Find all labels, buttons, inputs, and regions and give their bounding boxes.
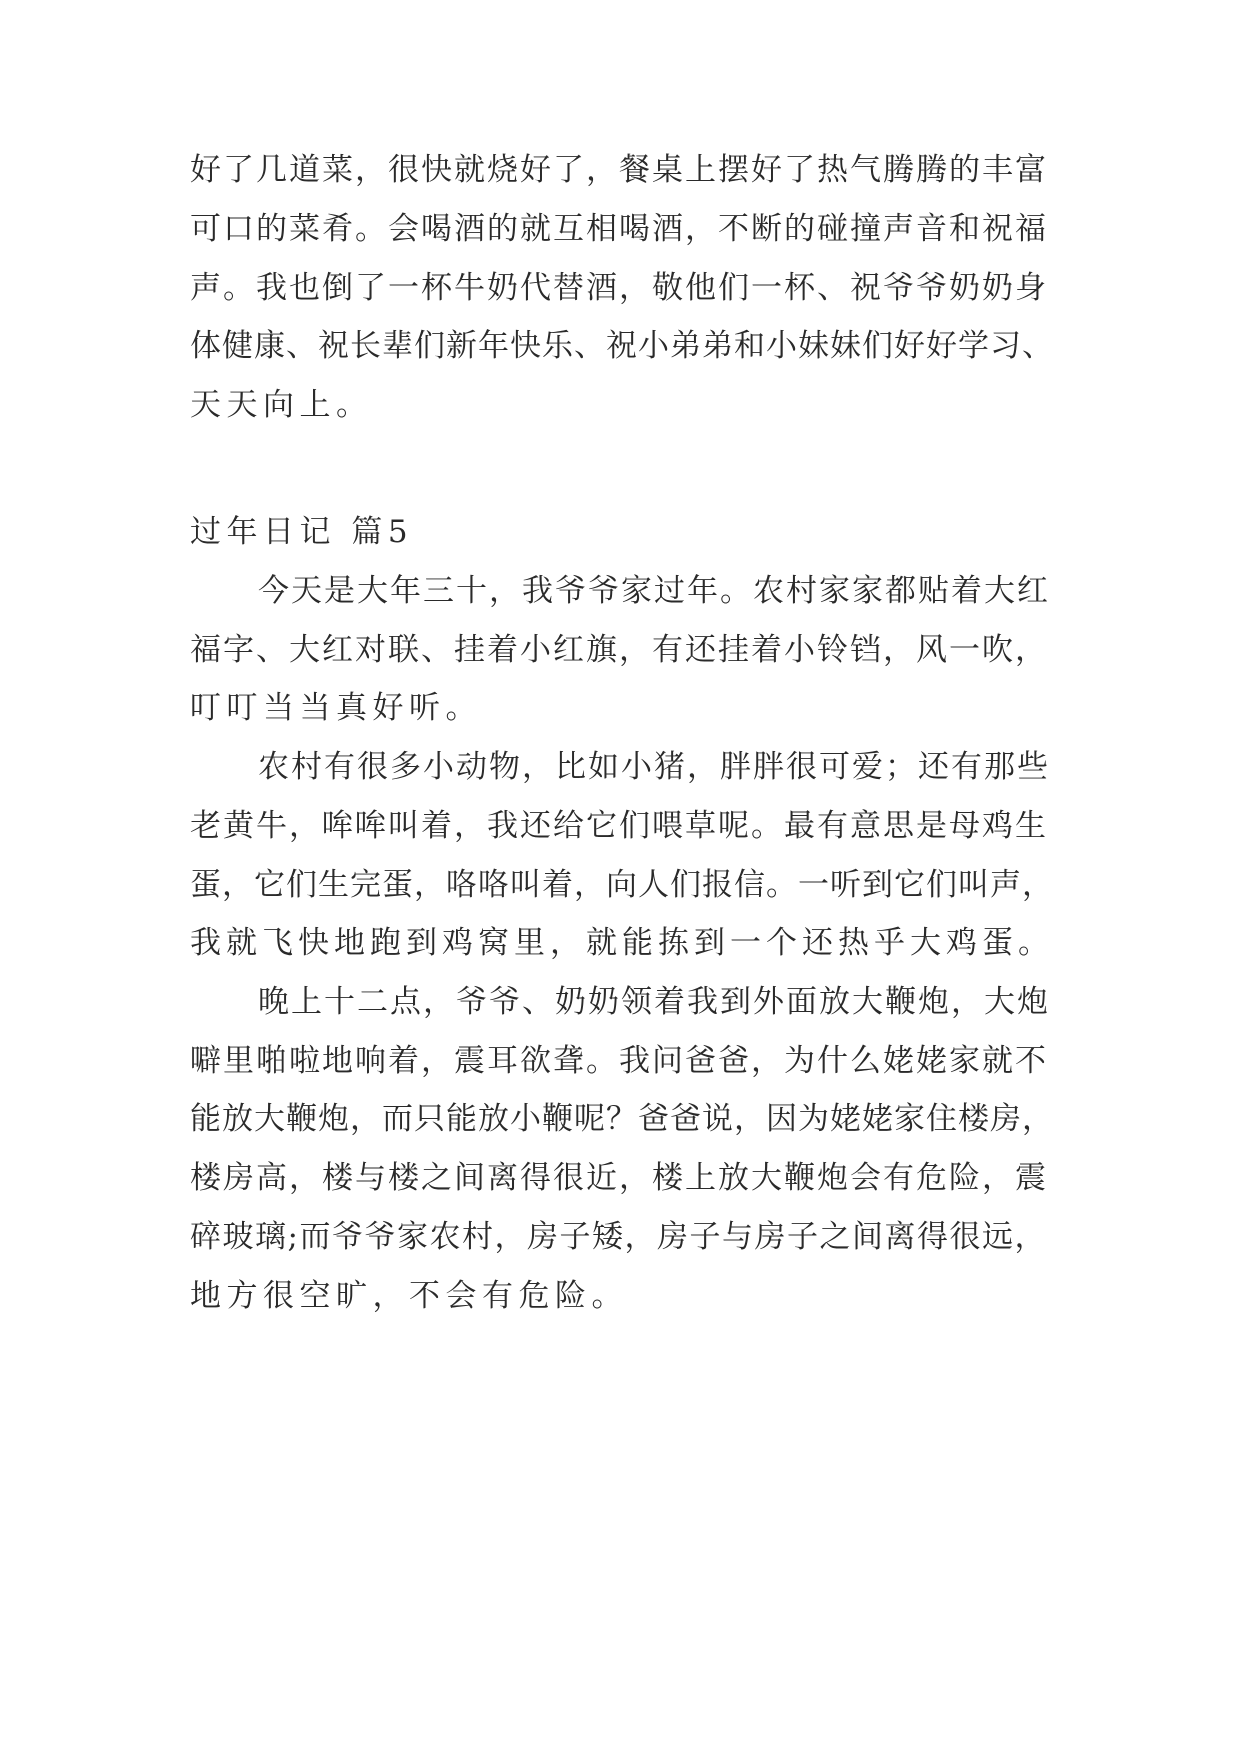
text-line: 可口的菜肴。会喝酒的就互相喝酒，不断的碰撞声音和祝福 (190, 211, 1048, 247)
text-line: 蛋，它们生完蛋，咯咯叫着，向人们报信。一听到它们叫声， (190, 867, 1054, 903)
text-line: 噼里啪啦地响着，震耳欲聋。我问爸爸，为什么姥姥家就不 (190, 1043, 1048, 1079)
text-line: 楼房高，楼与楼之间离得很近，楼上放大鞭炮会有危险，震 (190, 1160, 1048, 1196)
text-line: 声。我也倒了一杯牛奶代替酒，敬他们一杯、祝爷爷奶奶身 (190, 270, 1048, 306)
text-line: 晚上十二点，爷爷、奶奶领着我到外面放大鞭炮，大炮 (258, 984, 1050, 1020)
text-line: 能放大鞭炮，而只能放小鞭呢？爸爸说，因为姥姥家住楼房， (190, 1101, 1054, 1137)
text-line: 叮叮当当真好听。 (190, 690, 482, 726)
text-line: 体健康、祝长辈们新年快乐、祝小弟弟和小妹妹们好好学习、 (190, 328, 1054, 364)
text-line: 福字、大红对联、挂着小红旗，有还挂着小铃铛，风一吹， (190, 632, 1048, 668)
text-line: 地方很空旷，不会有危险。 (190, 1278, 628, 1314)
text-line: 今天是大年三十，我爷爷家过年。农村家家都贴着大红 (258, 573, 1050, 609)
text-line: 农村有很多小动物，比如小猪，胖胖很可爱；还有那些 (258, 749, 1050, 785)
text-line: 我就飞快地跑到鸡窝里，就能拣到一个还热乎大鸡蛋。 (190, 925, 1054, 961)
text-line: 碎玻璃;而爷爷家农村，房子矮，房子与房子之间离得很远， (190, 1219, 1047, 1255)
text-line: 老黄牛，哞哞叫着，我还给它们喂草呢。最有意思是母鸡生 (190, 808, 1048, 844)
section-title: 过年日记 篇5 (190, 514, 414, 550)
text-line: 好了几道菜，很快就烧好了，餐桌上摆好了热气腾腾的丰富 (190, 152, 1048, 188)
text-line: 天天向上。 (190, 387, 373, 423)
